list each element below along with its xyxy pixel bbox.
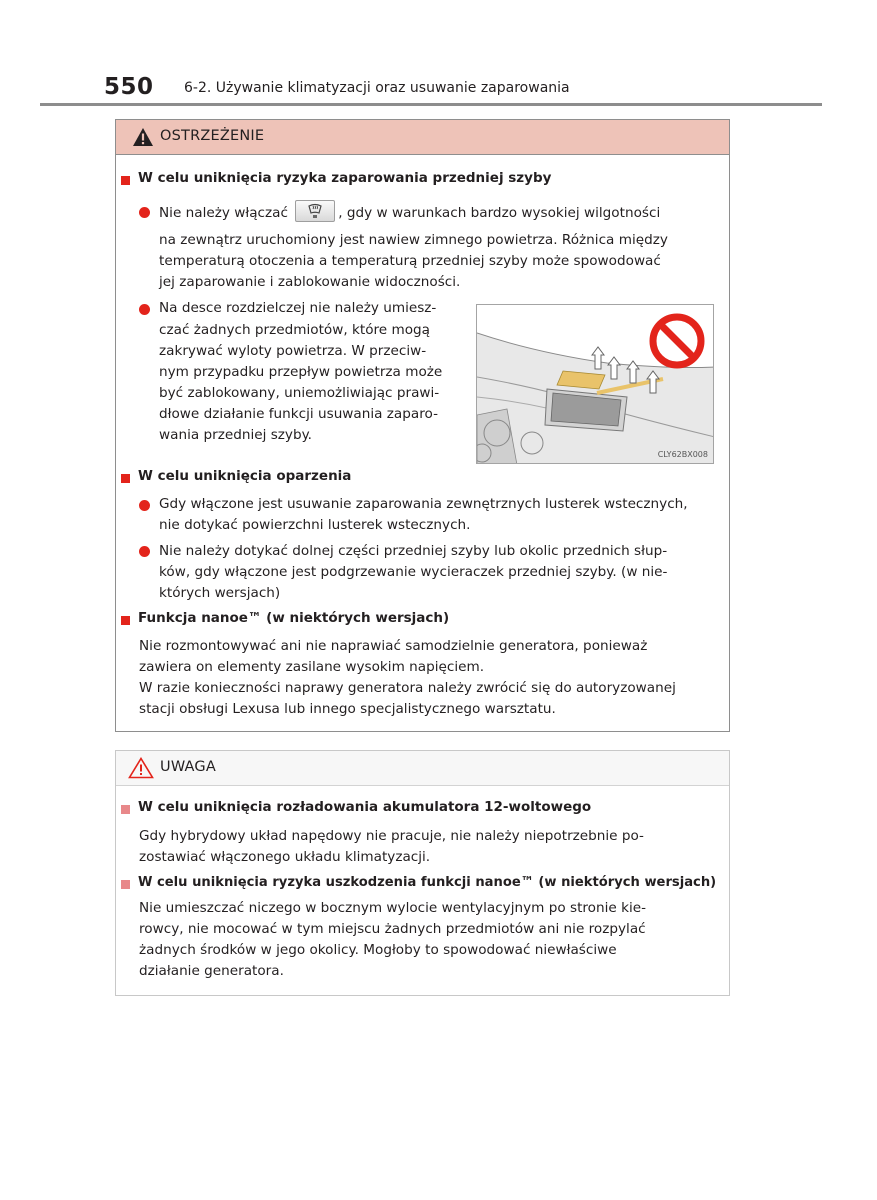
body-text-line: W razie konieczności naprawy generatora należy zwrócić się do autoryzowanej (139, 680, 676, 696)
bullet-text-line: Nie należy dotykać dolnej części przedniej szyby lub okolic przednich słup- (159, 543, 668, 559)
bullet-dot (139, 207, 150, 218)
body-text-line: Gdy hybrydowy układ napędowy nie pracuje, nie należy niepotrzebnie po- (139, 828, 644, 844)
dashboard-drawing (477, 305, 714, 464)
section-marker (121, 176, 130, 185)
page-number: 550 (104, 74, 154, 100)
caution-title: UWAGA (160, 759, 216, 775)
bullet-text-line: czać żadnych przedmiotów, które mogą (159, 322, 430, 338)
section-heading-nanoe-damage: W celu uniknięcia ryzyka uszkodzenia funkcji nanoe™ (w niektórych wersjach) (138, 874, 717, 890)
section-heading-burn: W celu uniknięcia oparzenia (138, 468, 352, 484)
section-heading-fog: W celu uniknięcia ryzyka zaparowania przedniej szyby (138, 170, 552, 186)
body-text-line: Nie rozmontowywać ani nie naprawiać samodzielnie generatora, ponieważ (139, 638, 648, 654)
bullet-text-part: Nie należy włączać (159, 205, 288, 221)
bullet-text-line: których wersjach) (159, 585, 281, 601)
bullet-text-line: wania przedniej szyby. (159, 427, 313, 443)
body-text-line: rowcy, nie mocować w tym miejscu żadnych przedmiotów ani nie rozpylać (139, 921, 646, 937)
illustration-code: CLY62BX008 (657, 450, 708, 459)
body-text-line: stacji obsługi Lexusa lub innego specjalistycznego warsztatu. (139, 701, 556, 717)
bullet-text-line: nie dotykać powierzchni lusterek wstecznych. (159, 517, 471, 533)
bullet-text-line: być zablokowany, uniemożliwiając prawi- (159, 385, 440, 401)
bullet-text-line: dłowe działanie funkcji usuwania zaparo- (159, 406, 438, 422)
bullet-dot (139, 500, 150, 511)
section-heading-battery: W celu uniknięcia rozładowania akumulatora 12-woltowego (138, 799, 592, 815)
section-marker (121, 805, 130, 814)
chapter-title: 6-2. Używanie klimatyzacji oraz usuwanie zaparowania (184, 80, 570, 96)
bullet-text-line: zakrywać wyloty powietrza. W przeciw- (159, 343, 427, 359)
section-marker (121, 880, 130, 889)
bullet-text-line (159, 202, 660, 225)
bullet-text-line: ków, gdy włączone jest podgrzewanie wycieraczek przedniej szyby. (w nie- (159, 564, 668, 580)
page-header (104, 74, 822, 106)
body-text-line: zawiera on elementy zasilane wysokim napięciem. (139, 659, 485, 675)
body-text-line: zostawiać włączonego układu klimatyzacji. (139, 849, 431, 865)
section-heading-nanoe: Funkcja nanoe™ (w niektórych wersjach) (138, 610, 450, 626)
bullet-text-line: jej zaparowanie i zablokowanie widoczności. (159, 274, 461, 290)
dashboard-illustration (476, 304, 714, 464)
body-text-line: Nie umieszczać niczego w bocznym wylocie wentylacyjnym po stronie kie- (139, 900, 646, 916)
bullet-dot (139, 546, 150, 557)
bullet-text-line: Gdy włączone jest usuwanie zaparowania zewnętrznych lusterek wstecznych, (159, 496, 688, 512)
warning-title: OSTRZEŻENIE (160, 128, 265, 144)
caution-triangle-icon (128, 757, 154, 779)
bullet-dot (139, 304, 150, 315)
header-divider (40, 103, 822, 106)
body-text-line: działanie generatora. (139, 963, 284, 979)
windshield-defogger-icon (295, 200, 335, 222)
warning-header (116, 120, 729, 155)
section-marker (121, 474, 130, 483)
bullet-text-line: Na desce rozdzielczej nie należy umiesz- (159, 300, 437, 316)
body-text-line: żadnych środków w jego okolicy. Mogłoby to spowodować niewłaściwe (139, 942, 617, 958)
bullet-text-part: , gdy w warunkach bardzo wysokiej wilgotności (338, 205, 661, 221)
bullet-text-line: na zewnątrz uruchomiony jest nawiew zimnego powietrza. Różnica między (159, 232, 668, 248)
bullet-text-line: temperaturą otoczenia a temperaturą przedniej szyby może spowodować (159, 253, 661, 269)
caution-header (116, 751, 729, 786)
bullet-text-line: nym przypadku przepływ powietrza może (159, 364, 443, 380)
warning-triangle-icon (132, 127, 154, 147)
section-marker (121, 616, 130, 625)
